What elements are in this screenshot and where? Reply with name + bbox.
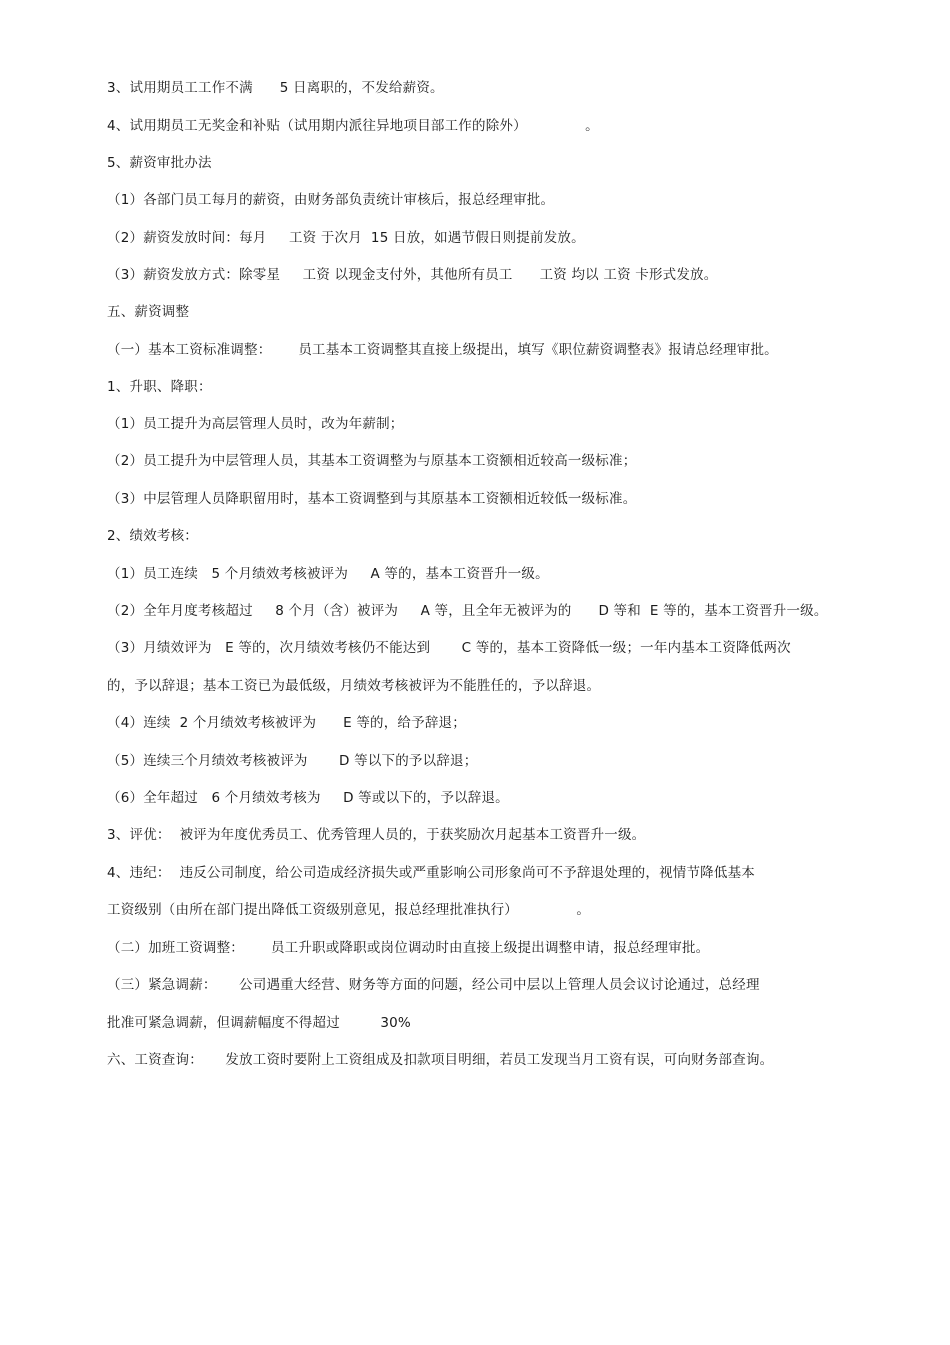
text-line: 批准可紧急调薪，但调薪幅度不得超过 30% <box>107 1015 411 1031</box>
section-heading: 5、薪资审批办法 <box>107 155 212 171</box>
text-line: （一）基本工资标准调整： 员工基本工资调整其直接上级提出，填写《职位薪资调整表》报请总经理审批。 <box>107 342 778 358</box>
section-heading: 2、绩效考核： <box>107 528 198 544</box>
text-line: 4、违纪： 违反公司制度，给公司造成经济损失或严重影响公司形象尚可不予辞退处理的，视情节降低基本 <box>107 865 755 881</box>
text-line: 的，予以辞退；基本工资已为最低级，月绩效考核被评为不能胜任的，予以辞退。 <box>107 678 601 694</box>
text-line: （3）中层管理人员降职留用时，基本工资调整到与其原基本工资额相近较低一级标准。 <box>107 491 637 507</box>
section-heading: 五、薪资调整 <box>107 304 190 320</box>
section-heading: 1、升职、降职： <box>107 379 212 395</box>
text-line: （1）员工连续 5 个月绩效考核被评为 A 等的，基本工资晋升一级。 <box>107 566 549 582</box>
text-line: （2）薪资发放时间：每月 工资 于次月 15 日放，如遇节假日则提前发放。 <box>107 230 585 246</box>
text-line: 3、试用期员工工作不满 5 日离职的，不发给薪资。 <box>107 80 444 96</box>
text-line: （3）月绩效评为 E 等的，次月绩效考核仍不能达到 C 等的，基本工资降低一级；一年内基本工资降低两次 <box>107 640 791 656</box>
text-line: （2）全年月度考核超过 8 个月（含）被评为 A 等，且全年无被评为的 D 等和 E 等的，基本工资晋升一级。 <box>107 603 828 619</box>
text-line: （2）员工提升为中层管理人员，其基本工资调整为与原基本工资额相近较高一级标准； <box>107 453 637 469</box>
text-line: （二）加班工资调整： 员工升职或降职或岗位调动时由直接上级提出调整申请，报总经理审批。 <box>107 940 710 956</box>
text-line: （1）员工提升为高层管理人员时，改为年薪制； <box>107 416 404 432</box>
text-line: （3）薪资发放方式：除零星 工资 以现金支付外，其他所有员工 工资 均以 工资 卡形式发放。 <box>107 267 718 283</box>
text-line: 4、试用期员工无奖金和补贴（试用期内派往异地项目部工作的除外） 。 <box>107 118 599 134</box>
text-line: 六、工资查询： 发放工资时要附上工资组成及扣款项目明细，若员工发现当月工资有误，可向财务部查询。 <box>107 1052 774 1068</box>
text-line: 工资级别（由所在部门提出降低工资级别意见，报总经理批准执行） 。 <box>107 902 591 918</box>
text-line: （5）连续三个月绩效考核被评为 D 等以下的予以辞退； <box>107 753 478 769</box>
text-line: 3、评优： 被评为年度优秀员工、优秀管理人员的，于获奖励次月起基本工资晋升一级。 <box>107 827 646 843</box>
text-line: （4）连续 2 个月绩效考核被评为 E 等的，给予辞退； <box>107 715 466 731</box>
text-line: （三）紧急调薪： 公司遇重大经营、财务等方面的问题，经公司中层以上管理人员会议讨论通过，总经理 <box>107 977 760 993</box>
text-line: （6）全年超过 6 个月绩效考核为 D 等或以下的，予以辞退。 <box>107 790 509 806</box>
text-line: （1）各部门员工每月的薪资，由财务部负责统计审核后，报总经理审批。 <box>107 192 555 208</box>
